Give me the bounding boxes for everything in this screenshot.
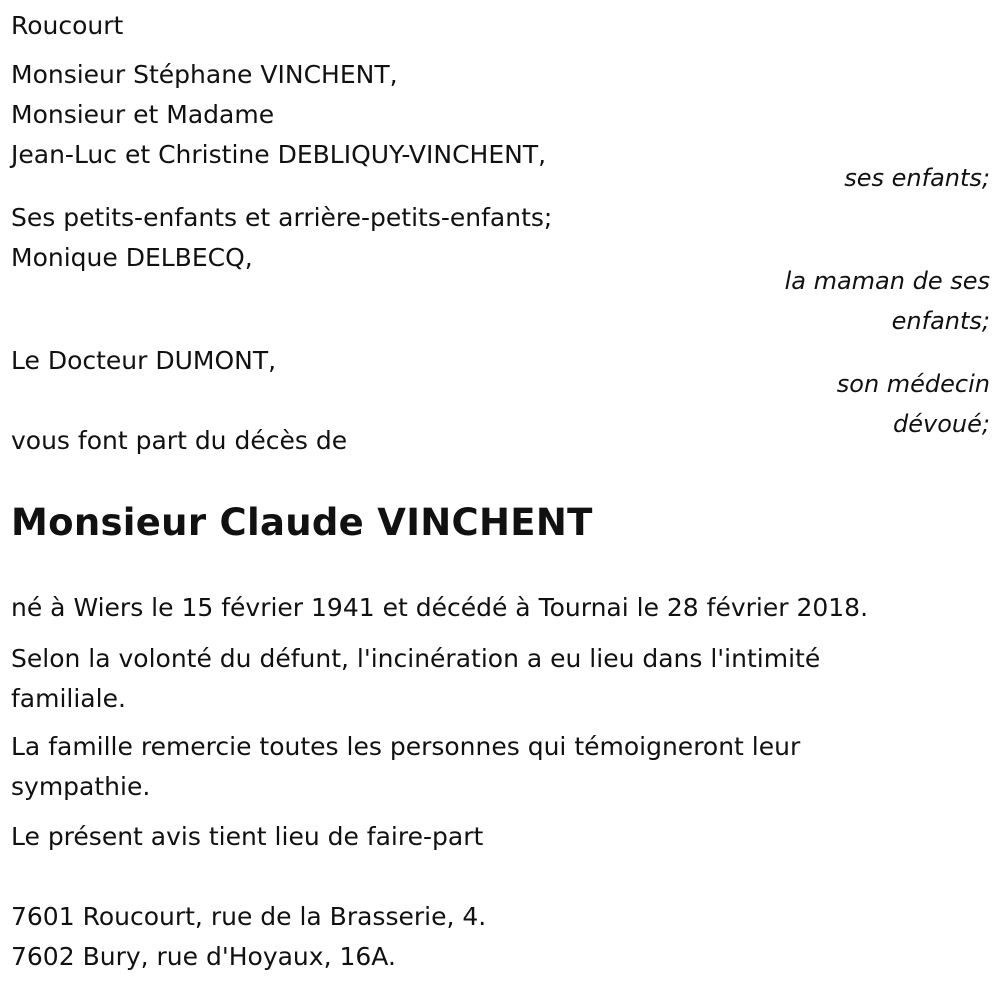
cremation-paragraph: Selon la volonté du défunt, l'incinération a eu lieu dans l'intimité familiale. xyxy=(11,644,821,713)
deceased-name: Monsieur Claude VINCHENT xyxy=(11,501,593,544)
mother-line: Monique DELBECQ, xyxy=(11,243,253,272)
notice-line: Le présent avis tient lieu de faire-part xyxy=(11,822,484,851)
doctor-line: Le Docteur DUMONT, xyxy=(11,346,277,375)
role-doctor-line2: dévoué; xyxy=(893,410,990,438)
role-doctor-line1: son médecin xyxy=(836,370,990,398)
role-mother-line2: enfants; xyxy=(891,307,990,335)
announce-line: vous font part du décès de xyxy=(11,426,348,455)
family-line-jean-luc: Jean-Luc et Christine DEBLIQUY-VINCHENT, xyxy=(11,140,547,169)
birth-death-line: né à Wiers le 15 février 1941 et décédé à Tournai le 28 février 2018. xyxy=(11,593,869,622)
thanks-paragraph: La famille remercie toutes les personnes qui témoigneront leur sympathie. xyxy=(11,732,801,801)
address-bury: 7602 Bury, rue d'Hoyaux, 16A. xyxy=(11,942,396,971)
grandchildren-line: Ses petits-enfants et arrière-petits-enfants; xyxy=(11,203,553,232)
place-heading: Roucourt xyxy=(11,11,124,40)
role-mother-line1: la maman de ses xyxy=(784,267,990,295)
address-roucourt: 7601 Roucourt, rue de la Brasserie, 4. xyxy=(11,902,487,931)
role-children: ses enfants; xyxy=(844,164,990,192)
family-line-monsieur-madame: Monsieur et Madame xyxy=(11,100,275,129)
family-line-stephane: Monsieur Stéphane VINCHENT, xyxy=(11,60,398,89)
